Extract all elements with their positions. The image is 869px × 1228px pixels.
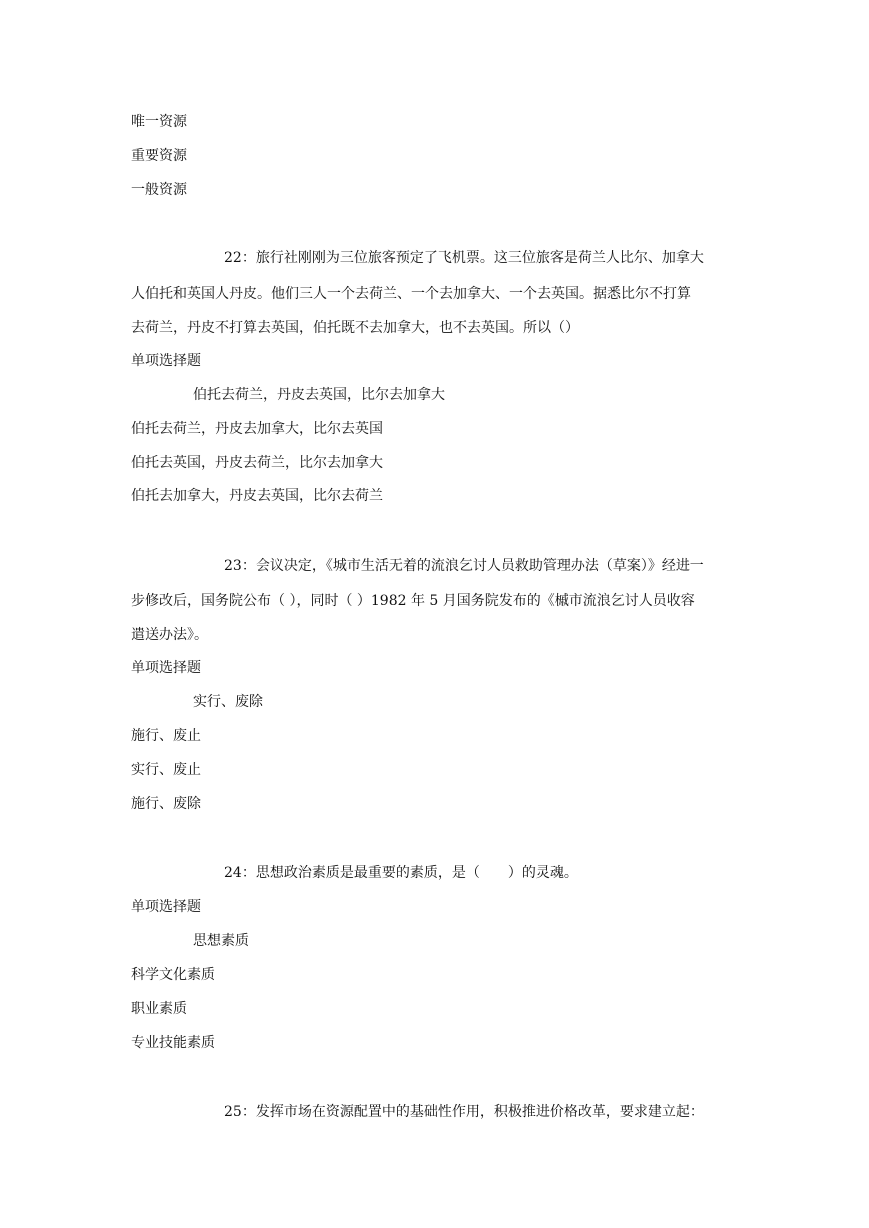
question-stem: 22：旅行社刚刚为三位旅客预定了飞机票。这三位旅客是荷兰人比尔、加拿大 (224, 250, 704, 266)
option-text: 伯托去荷兰，丹皮去加拿大，比尔去英国 (131, 421, 383, 437)
option-text: 专业技能素质 (131, 1035, 215, 1051)
option-text: 伯托去荷兰，丹皮去英国，比尔去加拿大 (193, 387, 445, 403)
question-stem: 24：思想政治素质是最重要的素质，是（ ）的灵魂。 (224, 865, 578, 881)
option-text: 思想素质 (193, 933, 249, 949)
question-type: 单项选择题 (131, 660, 201, 676)
option-text: 职业素质 (131, 1001, 187, 1017)
option-text: 重要资源 (131, 148, 187, 164)
question-stem: 步修改后，国务院公布（ ），同时（ ）1982 年 5 月国务院发布的《槭市流浪乞讨人员收容 (131, 593, 695, 609)
option-text: 施行、废除 (131, 796, 201, 812)
question-stem: 遣送办法》。 (131, 627, 208, 643)
option-text: 伯托去加拿大，丹皮去英国，比尔去荷兰 (131, 488, 383, 504)
option-text: 一般资源 (131, 182, 187, 198)
question-stem: 23：会议决定，《城市生活无着的流浪乞讨人员救助管理办法（草案）》经进一 (224, 558, 704, 574)
question-type: 单项选择题 (131, 899, 201, 915)
option-text: 唯一资源 (131, 114, 187, 130)
option-text: 施行、废止 (131, 728, 201, 744)
option-text: 科学文化素质 (131, 967, 215, 983)
option-text: 伯托去英国，丹皮去荷兰，比尔去加拿大 (131, 455, 383, 471)
question-type: 单项选择题 (131, 353, 201, 369)
question-stem: 去荷兰，丹皮不打算去英国，伯托既不去加拿大，也不去英国。所以（） (131, 320, 579, 336)
question-stem: 人伯托和英国人丹皮。他们三人一个去荷兰、一个去加拿大、一个去英国。据悉比尔不打算 (131, 286, 691, 302)
question-stem: 25：发挥市场在资源配置中的基础性作用，积极推进价格改革，要求建立起： (224, 1104, 704, 1120)
option-text: 实行、废除 (193, 694, 263, 710)
option-text: 实行、废止 (131, 762, 201, 778)
